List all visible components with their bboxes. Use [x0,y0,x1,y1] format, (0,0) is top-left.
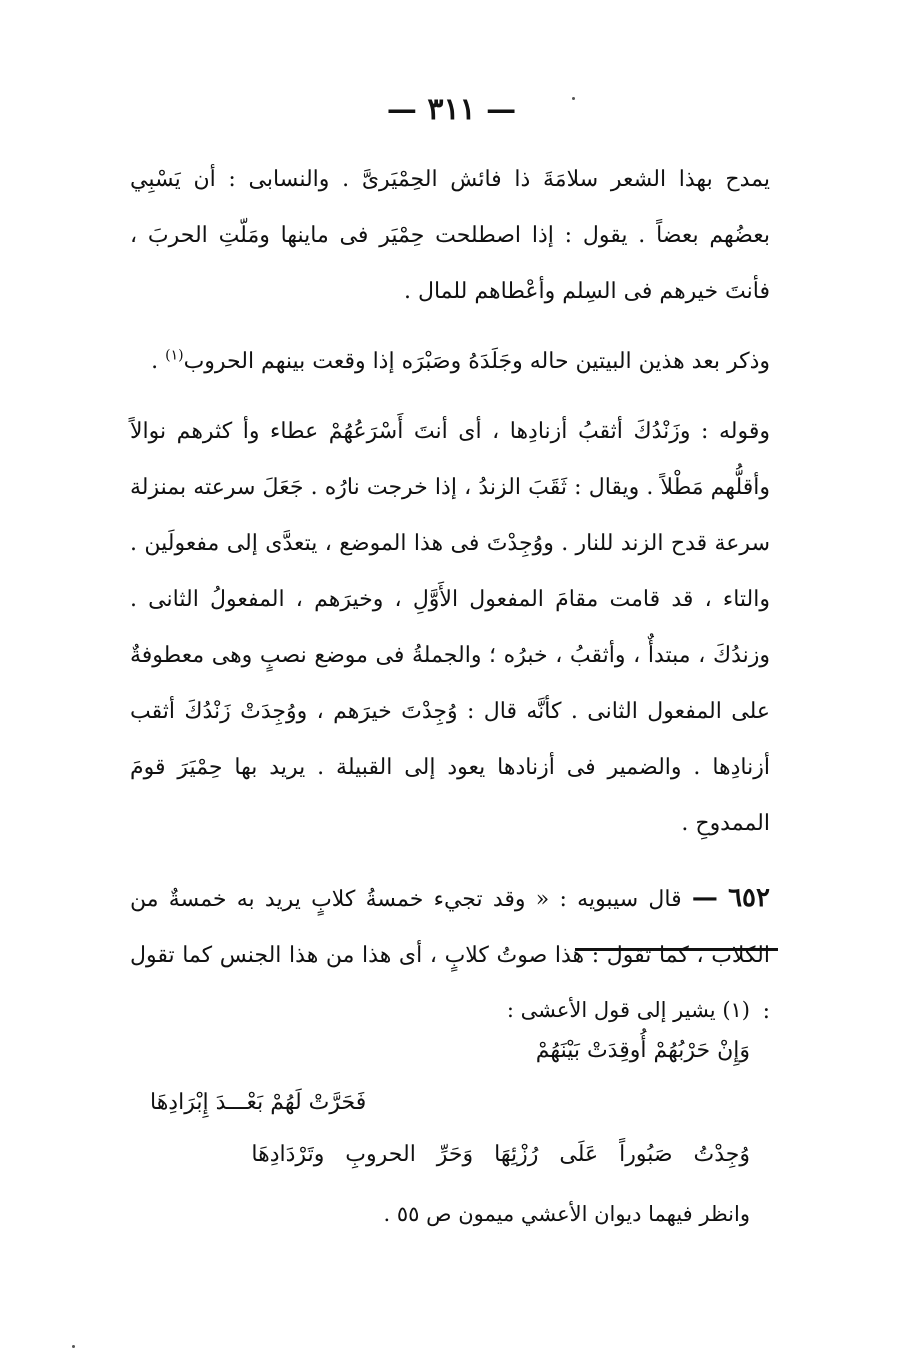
verse-1-hemistich-1: وَإِنْ حَرْبُهُمْ أُوقِدَتْ بَيْنَهُمْ [535,1038,750,1063]
paragraph-2-text: وذكر بعد هذين البيتين حاله وجَلَدَهُ وصَبْرَه إذا وقعت بينهم الحروب [183,349,770,374]
verse-line-2 [130,1134,750,1186]
entry-dash: — [691,883,718,913]
verse-line-1b [130,1082,750,1134]
verse-2: وُجِدْتُ صَبُوراً عَلَى رُزْئِهَا وَحَرِّ الحروبِ وتَرْدَادِهَا [251,1142,750,1167]
footnote-intro: (١) يشير إلى قول الأعشى : [506,998,750,1022]
footnote [130,990,750,1234]
footnote-divider [575,948,778,951]
entry-number: ٦٥٢ [728,883,770,913]
page-number: — ٣١١ — [386,92,517,127]
period: . [151,349,166,374]
paragraph-1: يمدح بهذا الشعر سلامَةَ ذا فائش الحِمْيَرىَّ . والنسابى : أن يَسْبِي بعضُهم بعضاً . يقول : إذا اصطلحت حِمْيَر فى ماينها ومَلّتِ الحربَ ، فأنتَ خيرهم فى السِلم وأعْطاهم للمال . [130,167,770,304]
print-speck [572,97,575,100]
main-text [130,152,770,1040]
paragraph-2 [130,334,770,390]
paragraph-3: وقوله : وزَنْدُكَ أثقبُ أزنادِها ، أى أنتَ أَسْرَعُهُمْ عطاء وأ كثرهم نوالاً وأقلُّهم مَطْلاً . ويقال : ثَقَبَ الزندُ ، إذا خرجت نارُه . جَعَلَ سرعته بمنزلة سرعة قدح الزند للنار . ووُجِدْتَ فى هذا الموضع ، يتعدَّى إلى مفعولَين . والتاء ، قد قامت مقامَ المفعول الأَوَّلِ ، وخيرَهم ، المفعولُ الثانى . وزندُكَ ، مبتدأٌ ، وأثقبُ ، خبرُه ؛ والجملةُ فى موضع نصبٍ وهى معطوفةٌ على المفعول الثانى . كأنَّه قال : وُجِدْتَ خيرَهم ، ووُجِدَتْ زَنْدُكَ أثقب أزنادِها . والضمير فى أزنادها يعود إلى القبيلة . يريد بها حِمْيَرَ قومَ الممدوحِ . [130,419,770,836]
print-speck [72,1345,75,1348]
entry-text: قال سيبويه : « وقد تجيء خمسةُ كلابٍ يريد به خمسةٌ من الكلاب ، كما تقول : هذا صوتُ كلابٍ ، أى هذا من هذا الجنس كما تقول : [130,887,770,1024]
footnote-reference: وانظر فيهما ديوان الأعشي ميمون ص ٥٥ . [383,1202,750,1226]
verse-1-hemistich-2: فَحَرَّتْ لَهُمْ بَعْـــدَ إِبْرَادِهَا [150,1090,367,1115]
verse-line-1a [130,1030,750,1082]
footnote-marker: (١) [165,347,184,364]
